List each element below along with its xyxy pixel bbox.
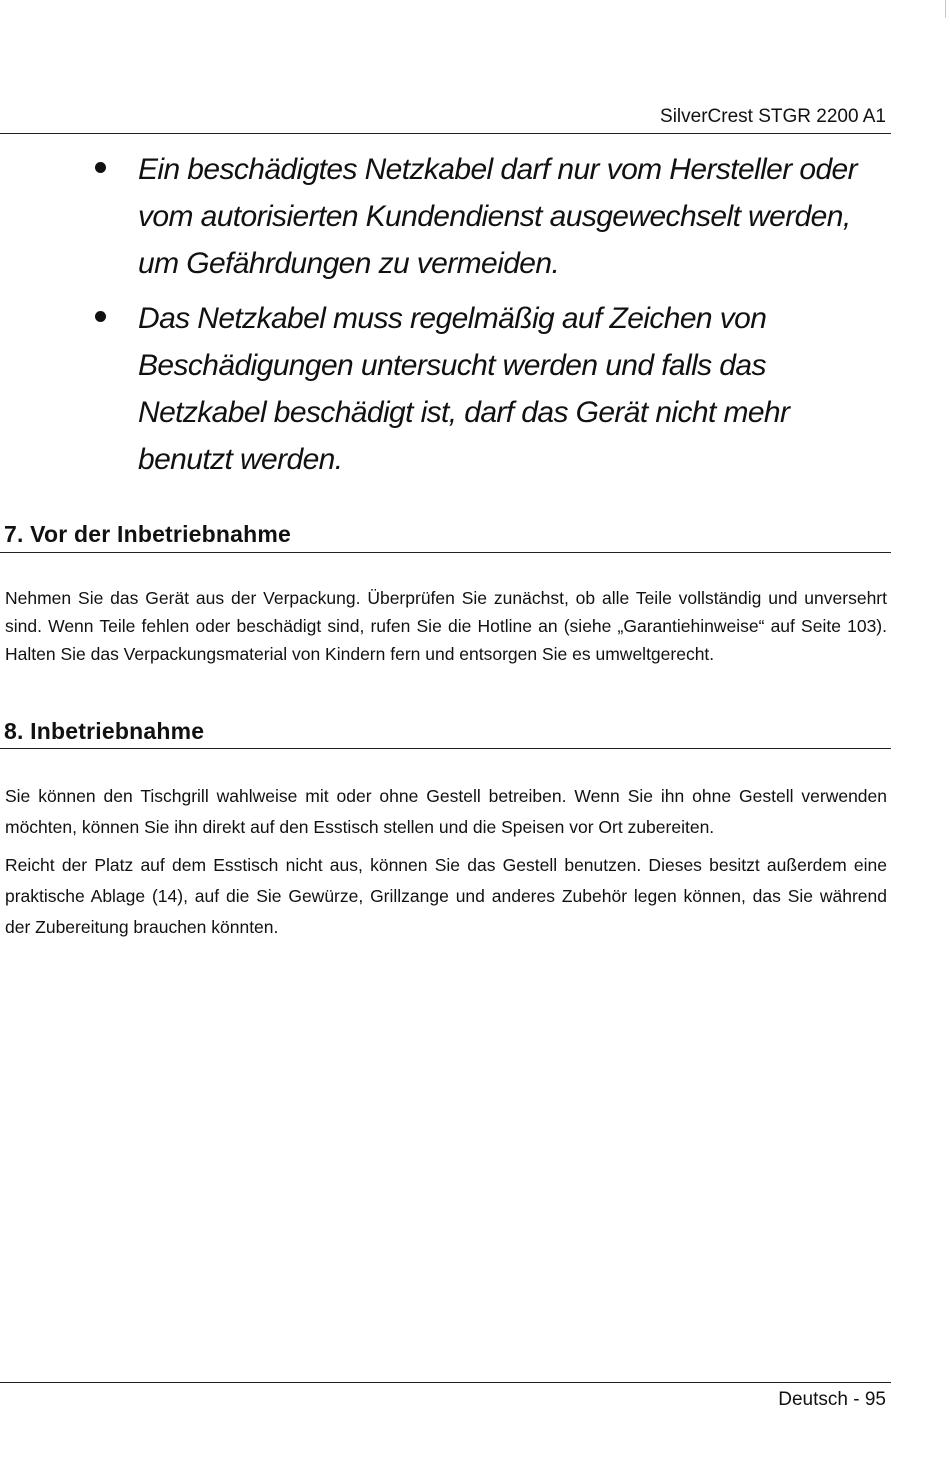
page-footer: Deutsch - 95 bbox=[778, 1389, 886, 1410]
warning-bullet-item bbox=[92, 295, 882, 483]
footer-rule bbox=[0, 1382, 891, 1383]
bullet-dot-icon bbox=[95, 162, 106, 173]
section-8-paragraph-2: Reicht der Platz auf dem Esstisch nicht aus, können Sie das Gestell benutzen. Dieses besitzt außerdem eine praktische Ablage (14), auf die Sie Gewürze, Grillzange und anderes Zubehör legen können, das Sie während der Zubereitung brauchen könnten. bbox=[5, 855, 887, 937]
warning-bullet-list bbox=[92, 146, 882, 491]
warning-bullet-text: Ein beschädigtes Netzkabel darf nur vom Hersteller oder vom autorisierten Kundendienst ausgewechselt werden, um Gefährdungen zu vermeiden. bbox=[138, 153, 858, 280]
section-8-heading: 8. Inbetriebnahme bbox=[4, 718, 205, 744]
section-8-rule bbox=[0, 748, 891, 749]
section-7-heading: 7. Vor der Inbetriebnahme bbox=[4, 521, 292, 547]
running-header: SilverCrest STGR 2200 A1 bbox=[660, 106, 886, 127]
section-7-paragraph: Nehmen Sie das Gerät aus der Verpackung. Überprüfen Sie zunächst, ob alle Teile vollständig und unversehrt sind. Wenn Teile fehlen oder beschädigt sind, rufen Sie die Hotline an (siehe „Garantiehinweise“ auf Seite 103). Halten Sie das Verpackungsmaterial von Kindern fern und entsorgen Sie es umweltgerecht. bbox=[5, 588, 887, 664]
bullet-dot-icon bbox=[95, 311, 106, 322]
section-7-rule bbox=[0, 552, 891, 553]
warning-bullet-text: Das Netzkabel muss regelmäßig auf Zeichen von Beschädigungen untersucht werden und falls das Netzkabel beschädigt ist, darf das Gerät nicht mehr benutzt werden. bbox=[138, 302, 790, 476]
header-rule bbox=[0, 133, 891, 134]
warning-bullet-item bbox=[92, 146, 882, 287]
section-8-paragraph-1: Sie können den Tischgrill wahlweise mit oder ohne Gestell betreiben. Wenn Sie ihn ohne Gestell verwenden möchten, können Sie ihn direkt auf den Esstisch stellen und die Speisen vor Ort zubereiten. bbox=[5, 786, 887, 837]
page-edge-mark bbox=[945, 0, 946, 18]
